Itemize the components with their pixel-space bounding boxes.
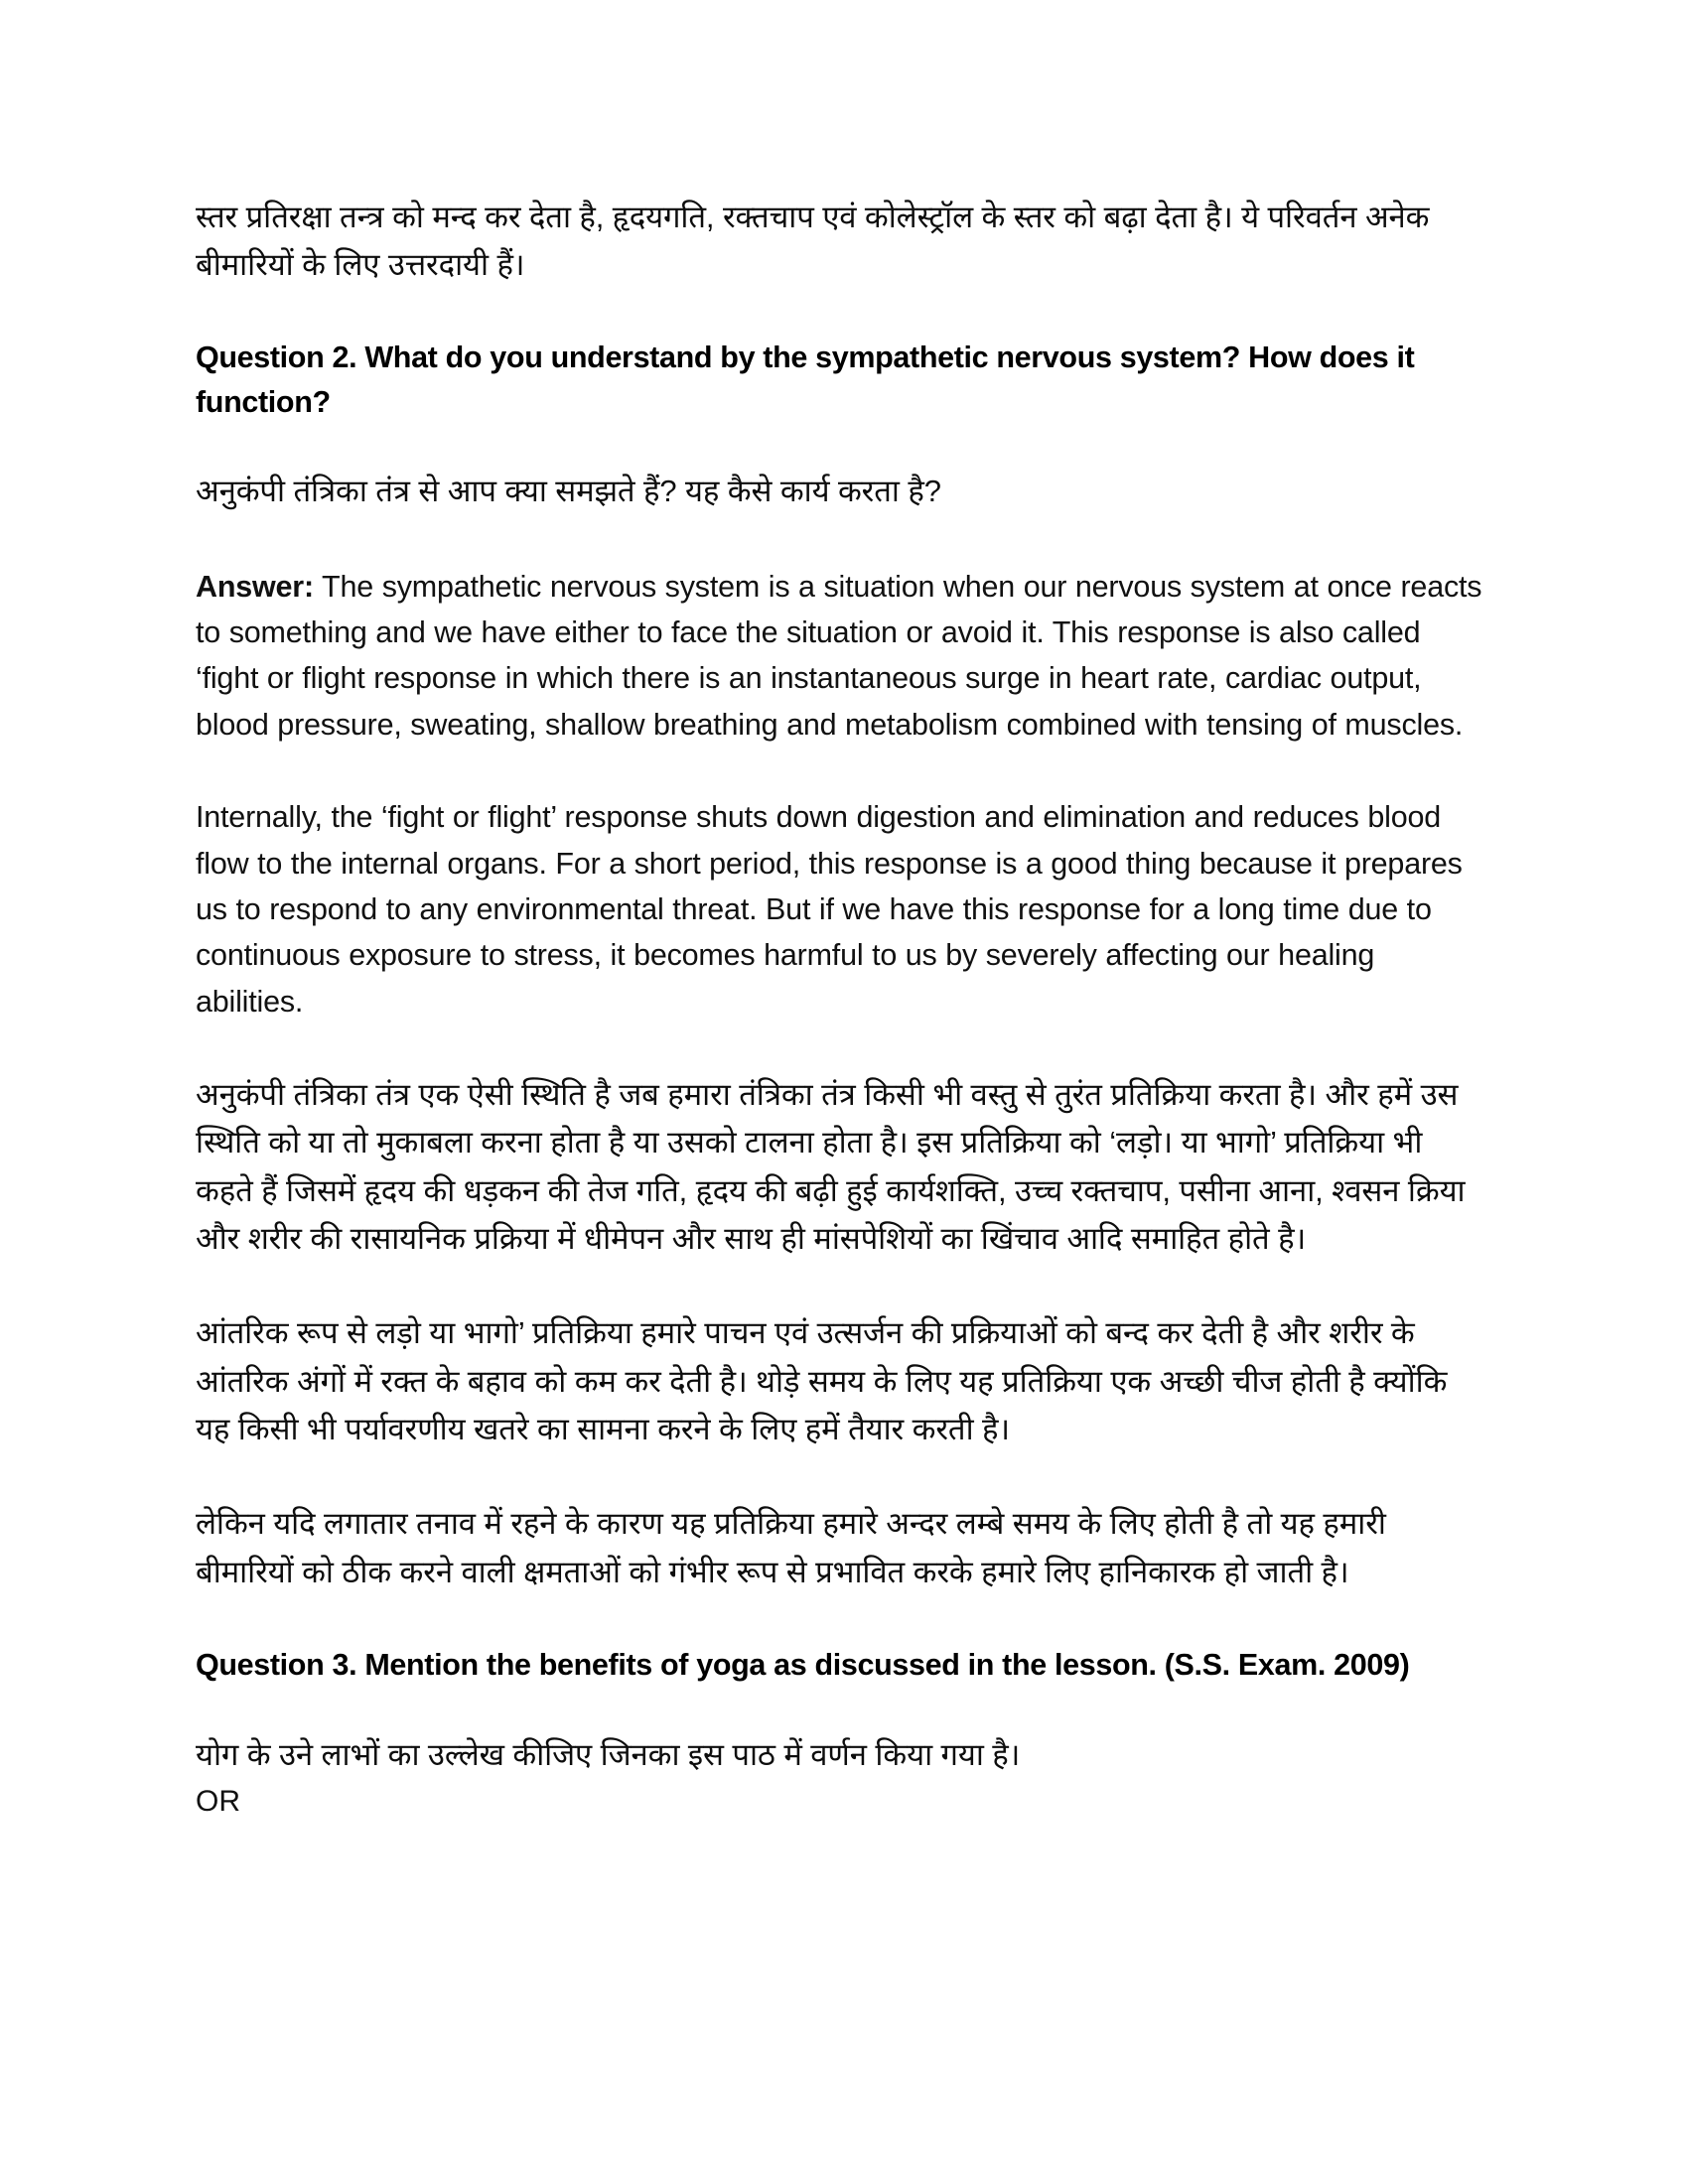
answer-2-paragraph-1 bbox=[196, 564, 1486, 748]
answer-label: Answer: bbox=[196, 569, 314, 604]
or-divider-text: OR bbox=[196, 1785, 240, 1819]
answer-2-hindi-paragraph-1: अनुकंपी तंत्रिका तंत्र एक ऐसी स्थिति है जब हमारा तंत्रिका तंत्र किसी भी वस्तु से तुरंत प्रतिक्रिया करता है। और हमें उस स्थिति को या तो मुकाबला करना होता है या उसको टालना होता है। इस प्रतिक्रिया को ‘लड़ो। या भागो’ प्रतिक्रिया भी कहते हैं जिसमें हृदय की धड़कन की तेज गति, हृदय की बढ़ी हुई कार्यशक्ति, उच्च रक्तचाप, पसीना आना, श्वसन क्रिया और शरीर की रासायनिक प्रक्रिया में धीमेपन और साथ ही मांसपेशियों का खिंचाव आदि समाहित होते है। bbox=[196, 1076, 1466, 1257]
answer-2-paragraph-2: Internally, the ‘fight or flight’ response shuts down digestion and elimination and reduces blood flow to the internal organs. For a short period, this response is a good thing because it prepares us to respond to any environmental threat. But if we have this response for a long time due to continuous exposure to stress, it becomes harmful to us by severely affecting our healing abilities. bbox=[196, 800, 1463, 1019]
question-3-hindi-translation: योग के उने लाभों का उल्लेख कीजिए जिनका इस पाठ में वर्णन किया गया है। bbox=[196, 1737, 1021, 1773]
question-2-hindi-translation: अनुकंपी तंत्रिका तंत्र से आप क्या समझते हैं? यह कैसे कार्य करता है? bbox=[196, 474, 941, 509]
paragraph-intro-hindi: स्तर प्रतिरक्षा तन्त्र को मन्द कर देता है, हृदयगति, रक्तचाप एवं कोलेस्ट्रॉल के स्तर को बढ़ा देता है। ये परिवर्तन अनेक बीमारियों के लिए उत्तरदायी हैं। bbox=[196, 200, 1430, 283]
question-3-heading: Question 3. Mention the benefits of yoga as discussed in the lesson. (S.S. Exam. 2009) bbox=[196, 1648, 1410, 1683]
answer-2-hindi-paragraph-2: आंतरिक रूप से लड़ो या भागो’ प्रतिक्रिया हमारे पाचन एवं उत्सर्जन की प्रक्रियाओं को बन्द कर देती है और शरीर के आंतरिक अंगों में रक्त के बहाव को कम कर देती है। थोड़े समय के लिए यह प्रतिक्रिया एक अच्छी चीज होती है क्योंकि यह किसी भी पर्यावरणीय खतरे का सामना करने के लिए हमें तैयार करती है। bbox=[196, 1315, 1448, 1447]
question-2-heading: Question 2. What do you understand by the sympathetic nervous system? How does it function? bbox=[196, 340, 1415, 419]
answer-2-paragraph-1-text: The sympathetic nervous system is a situation when our nervous system at once reacts to something and we have either to face the situation or avoid it. This response is also called ‘fight or flight response in which there is an instantaneous surge in heart rate, cardiac output, blood pressure, sweating, shallow breathing and metabolism combined with tensing of muscles. bbox=[196, 569, 1482, 742]
page-content-column bbox=[196, 194, 1486, 1824]
answer-2-hindi-paragraph-3: लेकिन यदि लगातार तनाव में रहने के कारण यह प्रतिक्रिया हमारे अन्दर लम्बे समय के लिए होती है तो यह हमारी बीमारियों को ठीक करने वाली क्षमताओं को गंभीर रूप से प्रभावित करके हमारे लिए हानिकारक हो जाती है। bbox=[196, 1506, 1386, 1589]
